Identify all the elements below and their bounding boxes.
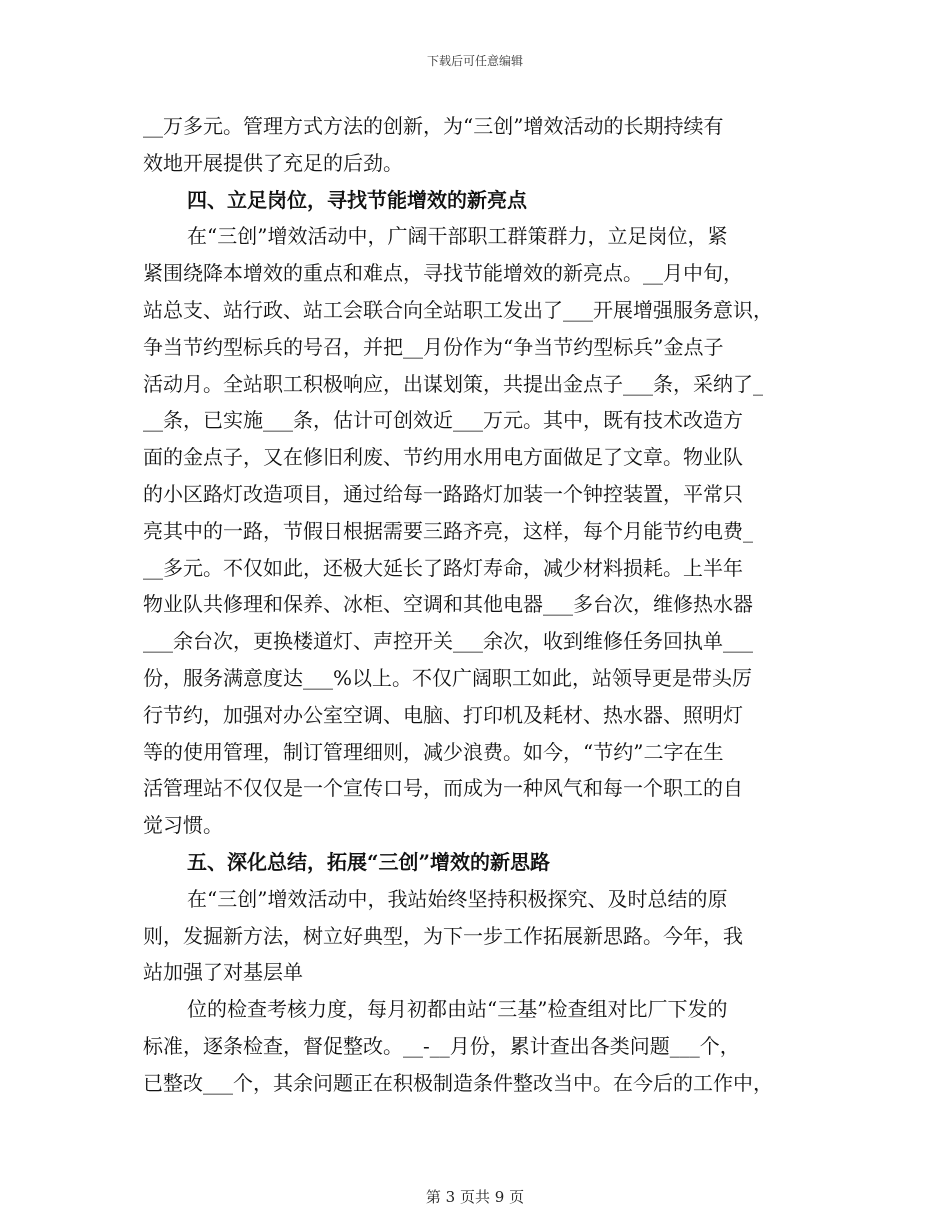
- paragraph-line: __万多元。管理方式方法的创新，为“三创”增效活动的长期持续有: [143, 114, 724, 138]
- paragraph-line: 份，服务满意度达___%以上。不仅广阔职工如此，站领导更是带头厉: [143, 665, 753, 690]
- paragraph-line: 标准，逐条检查，督促整改。__-__月份，累计查出各类问题___个，: [143, 1033, 740, 1058]
- paragraph-line: 位的检查考核力度，每月初都由站“三基”检查组对比厂下发的: [187, 997, 728, 1022]
- paragraph-line: 站总支、站行政、站工会联合向全站职工发出了___开展增强服务意识，: [143, 297, 773, 322]
- paragraph-line: ___余台次，更换楼道灯、声控开关___余次，收到维修任务回执单___: [143, 629, 753, 654]
- paragraph-line: 亮其中的一路，节假日根据需要三路齐亮，这样，每个月能节约电费_: [143, 518, 753, 543]
- page-footer: 第 3 页共 9 页: [425, 1188, 525, 1206]
- paragraph-line: 已整改___个，其余问题正在积极制造条件整改当中。在今后的工作中，: [143, 1070, 773, 1095]
- paragraph-line: 等的使用管理，制订管理细则，减少浪费。如今，“节约”二字在生: [143, 739, 724, 764]
- paragraph-line: 在“三创”增效活动中，广阔干部职工群策群力，立足岗位，紧: [187, 224, 728, 249]
- section-heading-5: 五、深化总结，拓展“三创”增效的新思路: [187, 849, 551, 874]
- paragraph-line: 紧围绕降本增效的重点和难点，寻找节能增效的新亮点。__月中旬，: [143, 261, 743, 286]
- section-heading-4: 四、立足岗位，寻找节能增效的新亮点: [187, 187, 527, 212]
- paragraph-line: 觉习惯。: [143, 813, 223, 838]
- paragraph-line: 效地开展提供了充足的后劲。: [143, 150, 403, 175]
- paragraph-line: 行节约，加强对办公室空调、电脑、打印机及耗材、热水器、照明灯: [143, 702, 743, 727]
- paragraph-line: 活动月。全站职工积极响应，出谋划策，共提出金点子___条，采纳了_: [143, 371, 763, 396]
- paragraph-line: 的小区路灯改造项目，通过给每一路路灯加装一个钟控装置，平常只: [143, 481, 743, 506]
- paragraph-line: 争当节约型标兵的号召，并把__月份作为“争当节约型标兵”金点子: [143, 334, 724, 359]
- paragraph-line: 则，发掘新方法，树立好典型，为下一步工作拓展新思路。今年，我: [143, 923, 743, 948]
- page-header: 下载后可任意编辑: [426, 54, 523, 68]
- paragraph-line: 站加强了对基层单: [143, 960, 303, 985]
- paragraph-line: __多元。不仅如此，还极大延长了路灯寿命，减少材料损耗。上半年: [143, 555, 743, 580]
- paragraph-line: 面的金点子，又在修旧利废、节约用水用电方面做足了文章。物业队: [143, 445, 743, 470]
- paragraph-line: 物业队共修理和保养、冰柜、空调和其他电器___多台次，维修热水器: [143, 592, 753, 617]
- paragraph-line: __条，已实施___条，估计可创效近___万元。其中，既有技术改造方: [143, 408, 743, 433]
- paragraph-line: 在“三创”增效活动中，我站始终坚持积极探究、及时总结的原: [187, 886, 728, 911]
- document-body: [143, 108, 813, 1102]
- paragraph-line: 活管理站不仅仅是一个宣传口号，而成为一种风气和每一个职工的自: [143, 776, 743, 801]
